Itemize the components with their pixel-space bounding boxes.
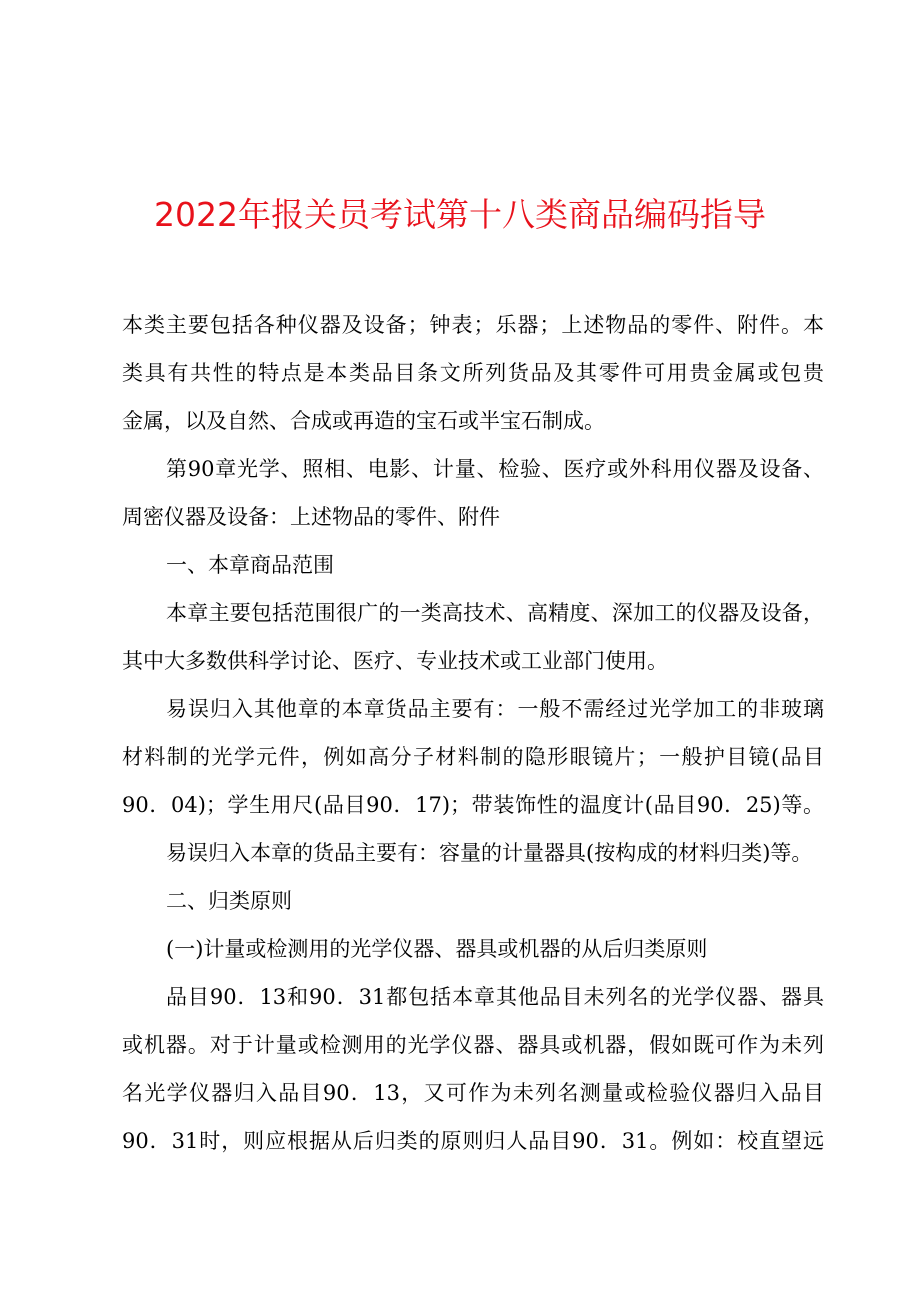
text-line: 周密仪器及设备：上述物品的零件、附件: [122, 505, 500, 529]
text-line: 本章主要包括范围很广的一类高技术、高精度、深加工的仪器及设备，: [166, 601, 824, 625]
text-line: 或机器。对于计量或检测用的光学仪器、器具或机器，假如既可作为未列: [122, 1033, 824, 1057]
text-line: 90．31时，则应根据从后归类的原则归人品目90．31。例如：校直望远: [122, 1129, 824, 1153]
text-line: 易误归入本章的货品主要有：容量的计量器具(按构成的材料归类)等。: [166, 841, 813, 865]
subsection-heading: (一)计量或检测用的光学仪器、器具或机器的从后归类原则: [166, 937, 708, 961]
document-body: [122, 301, 824, 1165]
text-line: 本类主要包括各种仪器及设备；钟表；乐器；上述物品的零件、附件。本: [122, 313, 824, 337]
text-line: 类具有共性的特点是本类品目条文所列货品及其零件可用贵金属或包贵: [122, 361, 824, 385]
text-line: 第90章光学、照相、电影、计量、检验、医疗或外科用仪器及设备、: [166, 457, 824, 481]
text-line: 金属，以及自然、合成或再造的宝石或半宝石制成。: [122, 409, 605, 433]
section-heading: 二、归类原则: [166, 889, 292, 913]
text-line: 易误归入其他章的本章货品主要有：一般不需经过光学加工的非玻璃: [166, 697, 824, 721]
text-line: 品目90．13和90．31都包括本章其他品目未列名的光学仪器、器具: [166, 985, 824, 1009]
text-line: 90．04)；学生用尺(品目90．17)；带装饰性的温度计(品目90．25)等。: [122, 793, 824, 817]
section-heading: 一、本章商品范围: [166, 553, 334, 577]
document-title: 2022年报关员考试第十八类商品编码指导: [154, 195, 766, 234]
text-line: 其中大多数供科学讨论、医疗、专业技术或工业部门使用。: [122, 649, 668, 673]
text-line: 名光学仪器归入品目90．13，又可作为未列名测量或检验仪器归入品目: [122, 1081, 824, 1105]
text-line: 材料制的光学元件，例如高分子材料制的隐形眼镜片；一般护目镜(品目: [122, 745, 824, 769]
